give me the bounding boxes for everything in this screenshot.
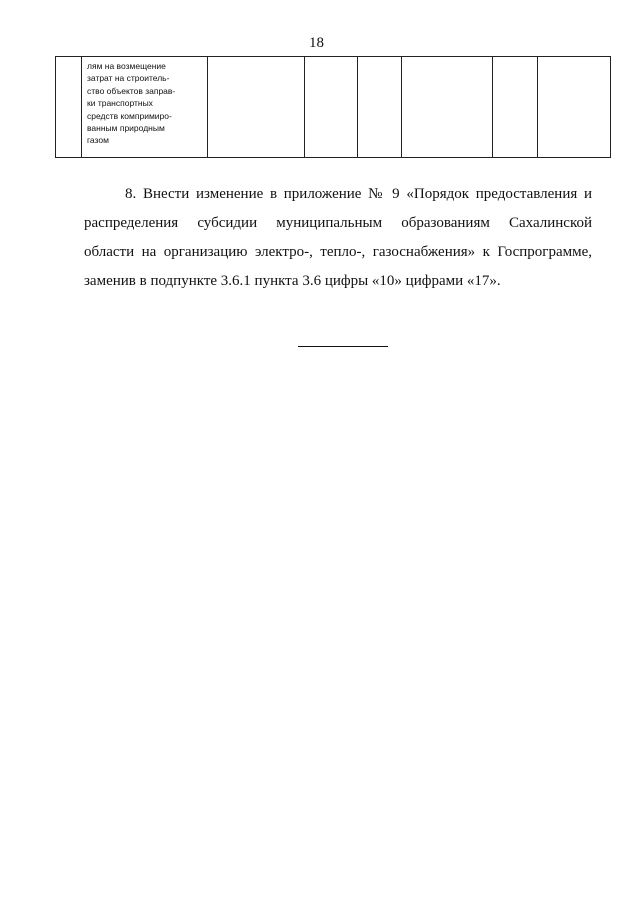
table-cell-description xyxy=(82,57,208,158)
paragraph-line: заменив в подпункте 3.6.1 пункта 3.6 цифры «10» цифрами «17». xyxy=(84,273,501,289)
table-cell-number xyxy=(56,57,82,158)
table-cell-empty xyxy=(208,57,305,158)
continuation-table xyxy=(55,56,610,158)
description-line: затрат на строитель- xyxy=(87,73,170,84)
description-line: ванным природным xyxy=(87,123,165,134)
description-line: ство объектов заправ- xyxy=(87,85,176,96)
description-line: лям на возмещение xyxy=(87,61,166,71)
paragraph-line: распределения субсидии муниципальным образованиям Сахалинской xyxy=(84,215,592,231)
paragraph-line: области на организацию электро-, тепло-, газоснабжения» к Госпрограмме, xyxy=(84,244,592,260)
description-line: газом xyxy=(87,135,109,146)
table-cell-empty xyxy=(402,57,493,158)
amendment-paragraph xyxy=(84,180,592,296)
table-cell-empty xyxy=(358,57,402,158)
table-row xyxy=(56,57,611,158)
table-cell-empty xyxy=(305,57,358,158)
end-separator-line xyxy=(298,346,388,347)
paragraph-line: 8. Внести изменение в приложение № 9 «Порядок предоставления и xyxy=(125,186,592,202)
description-line: ки транспортных xyxy=(87,98,153,109)
table-cell-empty xyxy=(538,57,611,158)
description-line: средств компримиро- xyxy=(87,110,172,121)
table-cell-empty xyxy=(493,57,538,158)
page-number: 18 xyxy=(309,35,324,51)
